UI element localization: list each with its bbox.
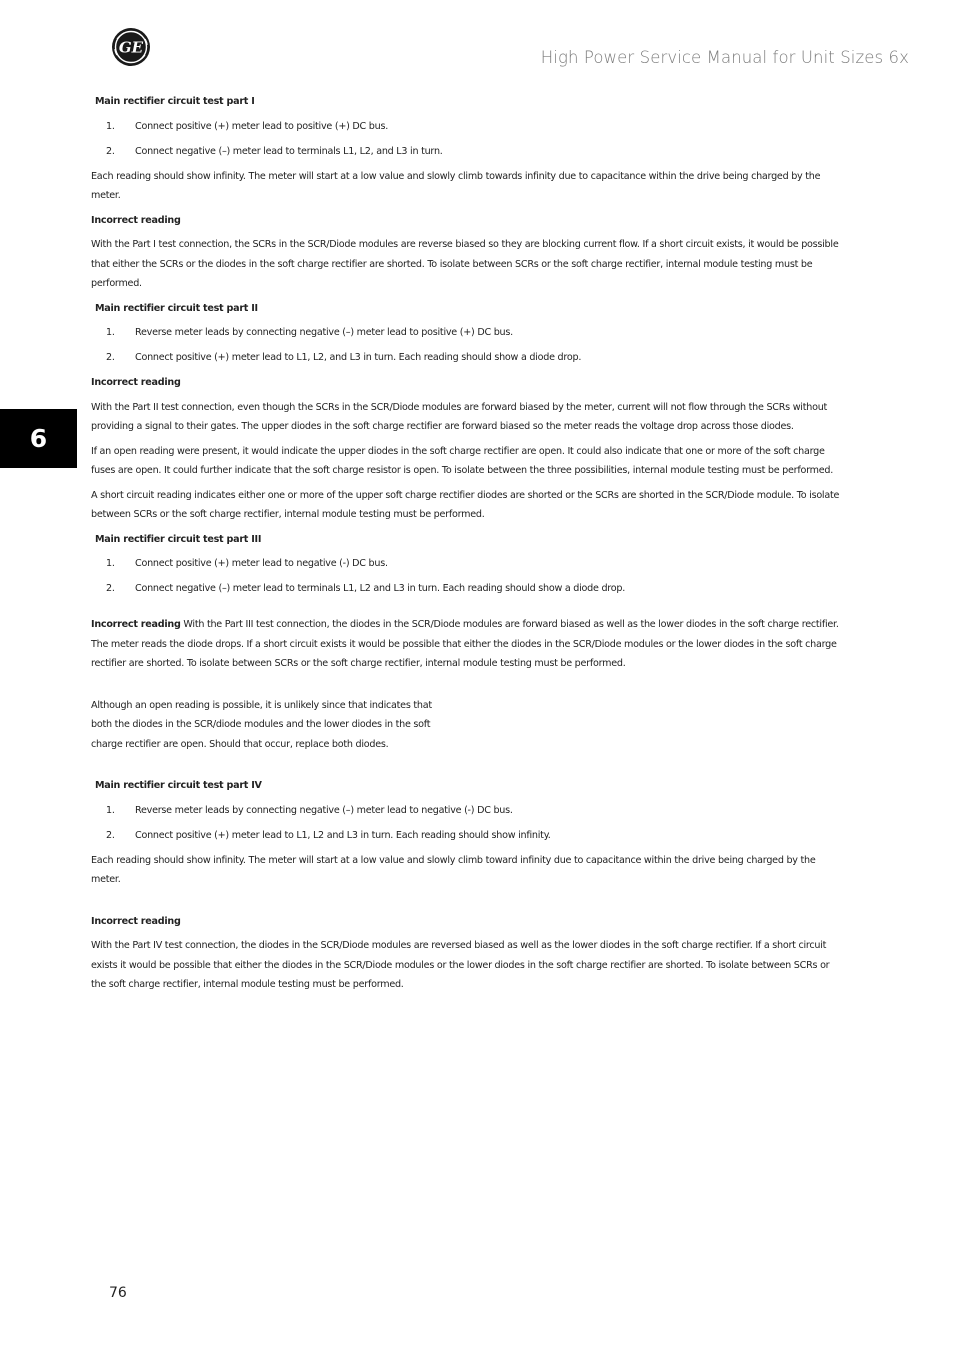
incorrect-heading-part3: Incorrect reading [91, 619, 181, 630]
paragraph: With the Part II test connection, even though the SCRs in the SCR/Diode modules are forward biased by the meter, current will not flow through the SCRs without providing a signal to their gates. The upper diodes in the soft charge rectifier are forward biased so the meter reads the voltage drop across those diodes. [91, 401, 828, 432]
paragraph: Each reading should show infinity. The meter will start at a low value and slowly climb towards infinity due to capacitance within the drive being charged by the meter. [91, 170, 821, 201]
list-number: 1. [106, 558, 115, 569]
list-item [91, 579, 842, 599]
logo-text: GE [118, 38, 144, 57]
list-item [91, 142, 842, 162]
list-number: 1. [106, 120, 115, 132]
paragraph: Although an open reading is possible, it is unlikely since that indicates that both the diodes in the SCR/diode modules and the lower diodes in the soft charge rectifier are open. Should that occur, replace both diodes. [91, 699, 432, 750]
paragraph: A short circuit reading indicates either one or more of the upper soft charge rectifier diodes are shorted or the SCRs are shorted in the SCR/Diode module. To isolate between SCRs or the soft charge rectifier, internal module testing must be performed. [91, 489, 840, 520]
section-heading-part3: Main rectifier circuit test part III [95, 533, 262, 545]
list-number: 1. [106, 804, 115, 816]
list-item [91, 323, 842, 343]
incorrect-heading-part2: Incorrect reading [91, 377, 181, 388]
list-item [91, 554, 842, 574]
list-text: Connect positive (+) meter lead to L1, L2, and L3 in turn. Each reading should show a diode drop. [135, 352, 582, 363]
list-number: 1. [106, 327, 115, 338]
paragraph: If an open reading were present, it would indicate the upper diodes in the soft charge rectifier are open. It could also indicate that one or more of the soft charge fuses are open. It could further indicate that the soft charge resistor is open. To isolate between the three possibilities, internal module testing must be performed. [91, 445, 834, 476]
incorrect-heading-part1: Incorrect reading [91, 214, 181, 226]
list-text: Connect negative (–) meter lead to terminals L1, L2 and L3 in turn. Each reading should show a diode drop. [135, 583, 626, 594]
incorrect-text-part3: With the Part III test connection, the diodes in the SCR/Diode modules are forward biased as well as the lower diodes in the soft charge rectifier. The meter reads the diode drops. If a short circuit exists it would be possible that either the diodes in the SCR/Diode modules or the lower diodes in the soft charge rectifier are shorted. To isolate between SCRs or the soft charge rectifier, internal module testing must be performed. [91, 619, 839, 669]
list-number: 2. [106, 829, 115, 841]
list-number: 2. [106, 145, 115, 157]
paragraph: Each reading should show infinity. The meter will start at a low value and slowly climb toward infinity due to capacitance within the drive being charged by the meter. [91, 854, 816, 885]
paragraph: With the Part IV test connection, the diodes in the SCR/Diode modules are reversed biased as well as the lower diodes in the soft charge rectifier. If a short circuit exists it would be possible that either the diodes in the SCR/Diode modules or the lower diodes in the soft charge rectifier are shorted. To isolate between SCRs or the soft charge rectifier, internal module testing must be performed. [91, 940, 830, 990]
paragraph [91, 615, 842, 674]
list-item [91, 801, 842, 821]
list-text: Reverse meter leads by connecting negative (–) meter lead to positive (+) DC bus. [135, 327, 513, 338]
steps-part2 [91, 323, 842, 368]
ge-monogram-icon [111, 27, 151, 67]
list-number: 2. [106, 352, 115, 363]
ge-logo [111, 27, 151, 67]
page-number: 76 [109, 1285, 127, 1301]
list-item [91, 117, 842, 137]
paragraph: With the Part I test connection, the SCRs in the SCR/Diode modules are reverse biased so they are blocking current flow. If a short circuit exists, it would be possible that either the SCRs or the diodes in the soft charge rectifier are shorted. To isolate between SCRs or the soft charge rectifier, internal module testing must be performed. [91, 239, 839, 289]
section-heading-part4: Main rectifier circuit test part IV [95, 780, 262, 791]
list-text: Connect positive (+) meter lead to L1, L2 and L3 in turn. Each reading should show infinity. [135, 829, 551, 841]
list-text: Connect negative (–) meter lead to terminals L1, L2, and L3 in turn. [135, 145, 443, 157]
steps-part1 [91, 117, 842, 162]
list-item [91, 348, 842, 368]
list-text: Connect positive (+) meter lead to negative (-) DC bus. [135, 558, 388, 569]
steps-part3 [91, 554, 842, 599]
steps-part4 [91, 801, 842, 846]
section-heading-part2: Main rectifier circuit test part II [95, 302, 258, 314]
main-content [91, 92, 842, 1000]
list-item [91, 826, 842, 846]
header-title: High Power Service Manual for Unit Sizes 6x [540, 48, 909, 67]
section-heading-part1: Main rectifier circuit test part I [95, 96, 255, 107]
list-number: 2. [106, 583, 115, 594]
chapter-tab: 6 [0, 409, 77, 468]
incorrect-heading-part4: Incorrect reading [91, 915, 181, 927]
list-text: Connect positive (+) meter lead to positive (+) DC bus. [135, 120, 389, 132]
list-text: Reverse meter leads by connecting negative (–) meter lead to negative (-) DC bus. [135, 804, 513, 816]
